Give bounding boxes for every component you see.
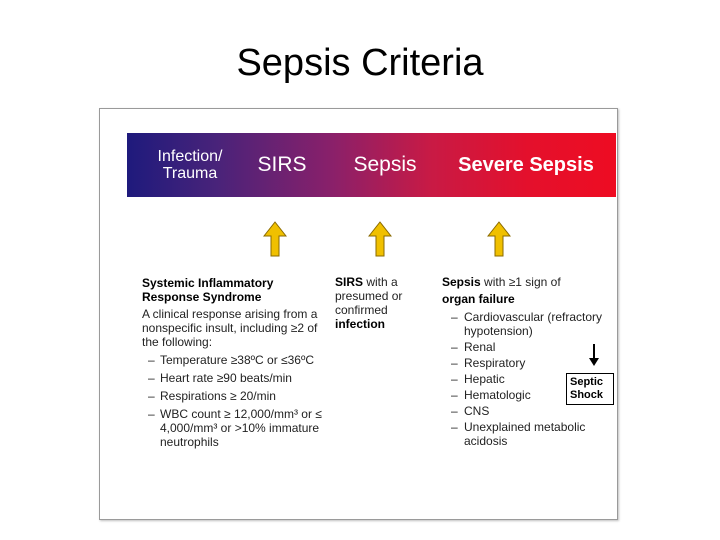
list-item: – WBC count ≥ 12,000/mm³ or ≤ 4,000/mm³ or >10% immature neutrophils (142, 407, 322, 449)
sirs-definition-title: Systemic Inflammatory Response Syndrome (142, 276, 274, 304)
severe-sepsis-bold: Sepsis (442, 275, 481, 289)
organ-failure-subhead: organ failure (442, 292, 515, 306)
list-item: – Hematologic (442, 388, 617, 402)
stage-sepsis: Sepsis (353, 153, 417, 176)
slide-title: Sepsis Criteria (236, 42, 484, 84)
up-arrow-icon (487, 221, 511, 257)
down-arrow-icon (588, 343, 600, 367)
sepsis-definition-text: with a presumed or confirmed (335, 275, 403, 317)
list-item: – Renal (442, 340, 617, 354)
stage-infection-trauma: Infection/ Trauma (157, 148, 223, 182)
list-item: – Respirations ≥ 20/min (142, 389, 322, 403)
severe-sepsis-text: with ≥1 sign of (480, 275, 561, 289)
list-item: – Respiratory (442, 356, 617, 370)
sepsis-definition-bold-sirs: SIRS (335, 275, 364, 289)
list-item: – CNS (442, 404, 617, 418)
sirs-criteria-list (142, 353, 322, 449)
septic-shock-box: Septic Shock (566, 373, 614, 405)
progression-bar (127, 133, 616, 197)
sirs-definition (142, 276, 322, 453)
list-item: – Cardiovascular (refractory hypotension) (442, 310, 617, 338)
sepsis-definition (335, 275, 430, 331)
severe-sepsis-heading (442, 275, 617, 289)
list-item: – Hepatic (442, 372, 617, 386)
list-item: – Unexplained metabolic acidosis (442, 420, 617, 448)
sepsis-definition-bold-infection: infection (335, 317, 385, 331)
diagram-frame (99, 108, 618, 520)
stage-severe-sepsis: Severe Sepsis (458, 153, 594, 176)
list-item: – Heart rate ≥90 beats/min (142, 371, 322, 385)
stage-sirs: SIRS (257, 153, 307, 176)
list-item: – Temperature ≥38ºC or ≤36ºC (142, 353, 322, 367)
up-arrow-icon (263, 221, 287, 257)
up-arrow-icon (368, 221, 392, 257)
sirs-definition-text: A clinical response arising from a nonspecific insult, including ≥2 of the following: (142, 307, 318, 349)
